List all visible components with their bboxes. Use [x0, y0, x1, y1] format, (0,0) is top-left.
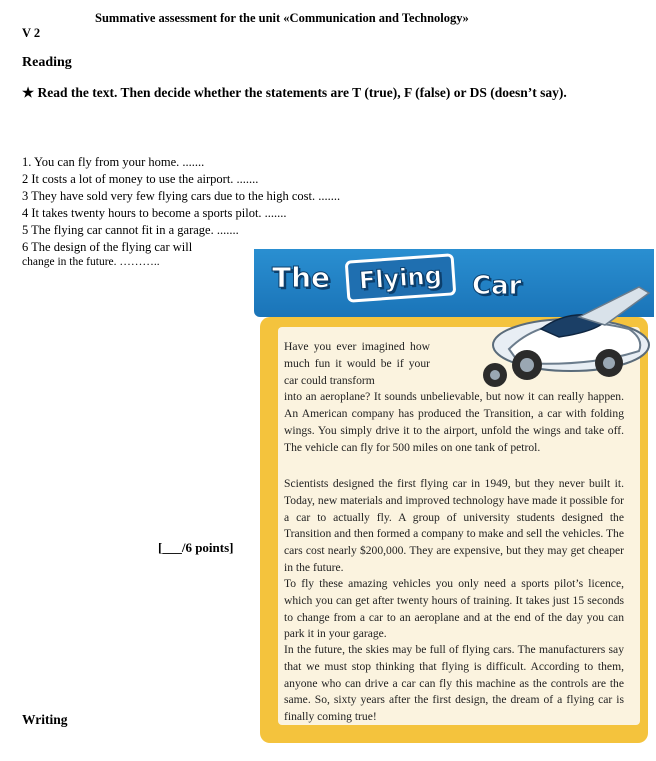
reading-instruction: ★ Read the text. Then decide whether the statements are T (true), F (false) or DS (doesn’t say). [22, 85, 567, 100]
article-text-2 [284, 476, 624, 577]
page-title: Summative assessment for the unit «Communication and Technology» [95, 11, 469, 25]
article-paragraph-1-rest: into an aeroplane? It sounds unbelievable, but now it can really happen. An American company has produced the Transition, a car with folding wings. You simply drive it to the airport, unfold the wings and take off. The vehicle can fly for 500 miles on one tank of petrol. [284, 390, 624, 454]
reading-heading: Reading [22, 55, 72, 70]
article-text-3 [284, 576, 624, 643]
writing-heading: Writing [22, 712, 68, 727]
article-paragraph-1 [284, 339, 624, 457]
article-paragraph-2: Scientists designed the first flying car in 1949, but they never built it. Today, new materials and improved technology have made it possible for a car to actually fly. A group of university students designed the Transition and then formed a company to make and sell the vehicles. The cars cost nearly $200,000. They are expensive, but they may get cheaper in the future. [284, 477, 624, 574]
variant-label: V 2 [22, 26, 41, 40]
banner-title-flying: Flying [345, 253, 456, 302]
statement-6-continued: change in the future. ……….. [22, 256, 160, 268]
statement-4: 4 It takes twenty hours to become a sports pilot. ....... [22, 206, 287, 220]
banner-title-car: Car [472, 271, 522, 301]
statement-6: 6 The design of the flying car will [22, 240, 193, 254]
article-paragraph-3: To fly these amazing vehicles you only need a sports pilot’s licence, which you can get after twenty hours of training. It takes just 15 seconds to change from a car to an aeroplane and at the end of the day you can park it in your garage. [284, 577, 624, 641]
article-text-4 [284, 642, 624, 726]
article-text [284, 339, 624, 457]
banner-title-the: The [272, 261, 331, 294]
article-paragraph-1-intro: Have you ever imagined how much fun it would be if your car could transform [284, 340, 430, 387]
statement-3: 3 They have sold very few flying cars due to the high cost. ....... [22, 189, 341, 203]
statement-5: 5 The flying car cannot fit in a garage. ....... [22, 223, 239, 237]
points-score: [___/6 points] [158, 540, 234, 555]
article-paragraph-4: In the future, the skies may be full of flying cars. The manufacturers say that we must stop thinking that flying is difficult. According to them, anyone who can drive a car can fly this machine as the controls are the same. So, sixty years after the first design, the dream of a flying car is finally coming true! [284, 643, 624, 724]
statement-1: 1. You can fly from your home. ....... [22, 155, 205, 169]
statement-2: 2 It costs a lot of money to use the airport. ....... [22, 172, 259, 186]
